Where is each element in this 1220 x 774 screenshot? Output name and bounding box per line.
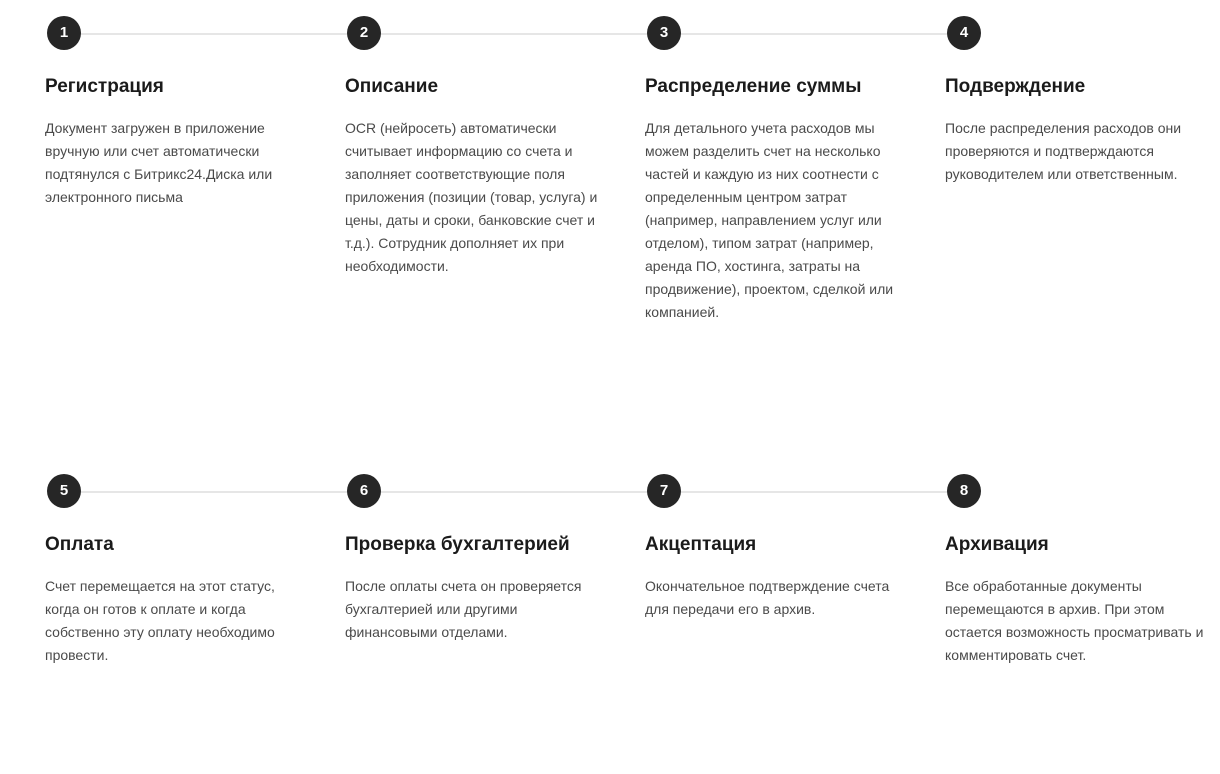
step-number-badge: 1 [47,16,81,50]
step-number-badge: 7 [647,474,681,508]
step-number-badge: 5 [47,474,81,508]
step-title: Описание [345,76,439,97]
step-connector-line [80,33,348,35]
step-description: Счет перемещается на этот статус, когда он готов к оплате и когда собственно эту оплату необходимо провести. [45,578,275,663]
step-title: Архивация [945,534,1049,555]
step-title: Проверка бухгалтерией [345,534,570,555]
step-title: Оплата [45,534,114,555]
step-connector-line [80,491,348,493]
step-connector-line [380,491,648,493]
step-number-badge: 4 [947,16,981,50]
step-number-badge: 8 [947,474,981,508]
steps-row-1 [0,16,1220,320]
step-number-badge: 6 [347,474,381,508]
step-description: Все обработанные документы перемещаются в архив. При этом остается возможность просматривать и комментировать счет. [945,578,1204,663]
step-title: Подверждение [945,76,1086,97]
step-number-badge: 3 [647,16,681,50]
step-description: Документ загружен в приложение вручную или счет автоматически подтянулся с Битрикс24.Диска или электронного письма [45,120,273,205]
step-connector-line [380,33,648,35]
step-number-badge: 2 [347,16,381,50]
step-description: Для детального учета расходов мы можем разделить счет на несколько частей и каждую из них соотнести с определенным центром затрат (например, направлением услуг или отделом), типом затрат (например, аренда ПО, хостинга, затраты на продвижение), проектом, сделкой или компанией. [645,120,894,320]
step-description: OCR (нейросеть) автоматически считывает информацию со счета и заполняет соответствующие поля приложения (позиции (товар, услуга) и цены, даты и сроки, банковские счет и т.д.). Сотрудник дополняет их при необходимости. [345,120,598,274]
step-description: После распределения расходов они проверяются и подтверждаются руководителем или ответственным. [945,120,1182,182]
step-description: Окончательное подтверждение счета для передачи его в архив. [645,578,890,617]
steps-row-2 [0,474,1220,774]
step-title: Акцептация [645,534,757,555]
step-connector-line [680,491,948,493]
step-title: Распределение суммы [645,76,862,97]
step-connector-line [680,33,948,35]
step-title: Регистрация [45,76,164,97]
step-description: После оплаты счета он проверяется бухгалтерией или другими финансовыми отделами. [345,578,582,640]
